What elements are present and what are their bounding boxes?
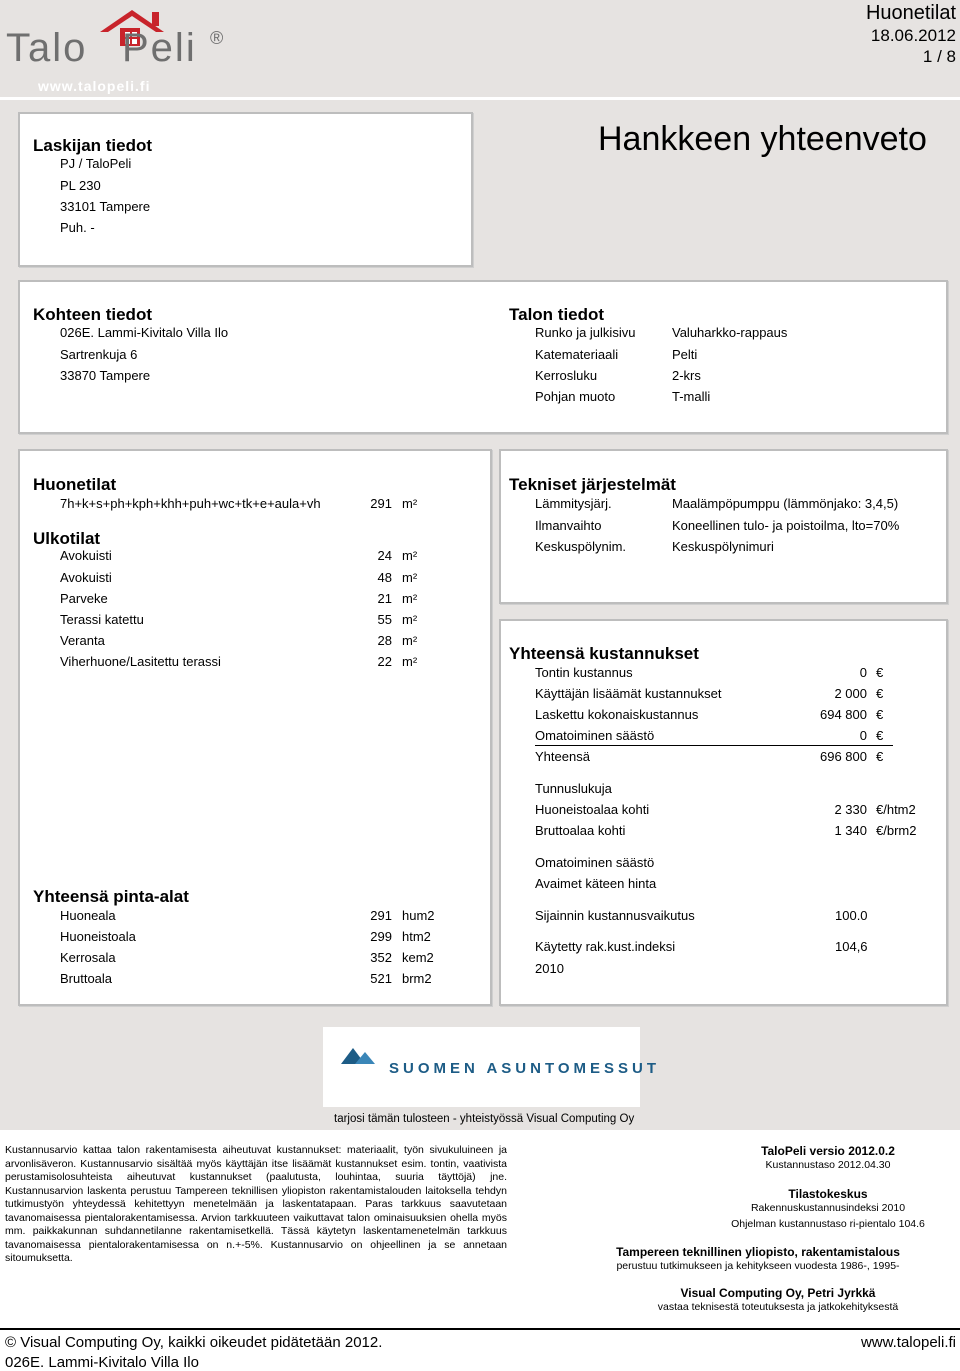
pinta-ala-label: Huoneala	[60, 908, 116, 923]
tunnusluku-label: Bruttoalaa kohti	[535, 823, 626, 838]
pinta-ala-label: Huoneistoala	[60, 929, 136, 944]
pinta-ala-label: Bruttoala	[60, 971, 113, 986]
talo-label: Kerrosluku	[535, 368, 598, 383]
kustannus-total-value: 696 800	[820, 749, 867, 764]
kustannukset-heading: Yhteensä kustannukset	[509, 644, 699, 663]
disclaimer-text: Kustannusarvio kattaa talon rakentamisesta aiheutuvat kustannukset: materiaalit, työn sivukuluineen ja arvonlisäveron. Kustannusarvio sisältää myös käyttäjän itse lisäämät kustannukset esim. tontin, vaativista perustamisolosuhteista aiheutuvat kustannukset (paalutusta, louhintaa, suuria täyttöjä) jne. Kustannusarvion laskenta perustuu Tampereen teknillisen yliopiston rakentamistalouden laitoksella tehdyn tutkimustyön yhteydessä kehitettyyn menetelmään ja laskentatapaan. Paras tarkkuus saavutetaan tavanomaisessa pientalorakentamisessa. Arvion tarkkuuteen vaikuttavat talon ominaisuuksien ohella myös mm. paikkakunnan suhdannetilanne rakentamisetkellä. Tässä käytetyn laskentamenetelmän tarkkuus tavanomaisessa pientalorakentamisessa on n.+-5%. Kustannusarvio on ohjeellinen ja se annetaan sitoumuksetta.	[5, 1144, 507, 1264]
tunnusluku-heading: Tunnuslukuja	[535, 781, 612, 796]
tekniset-value: Keskuspölynimuri	[672, 539, 774, 554]
pinta-ala-value: 299	[370, 929, 392, 944]
kohde-line: 33870 Tampere	[60, 368, 151, 383]
ulkotila-value: 22	[377, 654, 392, 669]
pinta-ala-unit: brm2	[402, 971, 432, 986]
omatoiminen-text: Omatoiminen säästö	[535, 855, 655, 870]
kustannukset-box	[499, 619, 948, 1006]
tekniset-label: Ilmanvaihto	[535, 518, 602, 533]
huonetilat-heading: Huonetilat	[33, 475, 117, 494]
ulkotila-label: Terassi katettu	[60, 612, 144, 627]
huonetilat-label: 7h+k+s+ph+kph+khh+puh+wc+tk+e+aula+vh	[60, 496, 321, 511]
tekniset-value: Maalämpöpumppu (lämmönjako: 3,4,5)	[672, 496, 899, 511]
logo-peli-text: Peli	[122, 26, 197, 70]
kustannus-value: 0	[859, 728, 867, 743]
talo-value: Pelti	[672, 347, 698, 362]
page-title: Hankkeen yhteenveto	[598, 120, 927, 158]
ulkotila-value: 24	[377, 548, 392, 563]
kustannus-value: 694 800	[820, 707, 867, 722]
ulkotila-unit: m²	[402, 591, 418, 606]
kustannus-total-label: Yhteensä	[535, 749, 590, 764]
euro-sign: €	[876, 665, 884, 680]
sponsor-caption: tarjosi tämän tulosteen - yhteistyössä Visual Computing Oy	[334, 1113, 635, 1125]
tunnusluku-value: 1 340	[834, 823, 867, 838]
ulkotila-label: Parveke	[60, 591, 108, 606]
ulkotila-label: Avokuisti	[60, 570, 112, 585]
ulkotila-value: 21	[377, 591, 392, 606]
laskija-line: 33101 Tampere	[60, 199, 151, 214]
sum-divider	[535, 745, 893, 746]
talo-value: T-malli	[672, 389, 711, 404]
euro-sign: €	[876, 707, 884, 722]
kohde-heading: Kohteen tiedot	[33, 305, 152, 324]
kustannus-value: 0	[859, 665, 867, 680]
laskija-line: Puh. -	[60, 220, 95, 235]
tekniset-label: Keskuspölynim.	[535, 539, 627, 554]
kohde-line: Sartrenkuja 6	[60, 347, 138, 362]
talo-value: Valuharkko-rappaus	[672, 325, 788, 340]
footer-project: 026E. Lammi-Kivitalo Villa Ilo	[5, 1354, 199, 1371]
tunnusluku-unit: €/brm2	[876, 823, 917, 838]
laskija-box	[18, 112, 473, 267]
ulkotila-unit: m²	[402, 633, 418, 648]
kohde-box	[18, 280, 948, 434]
talo-value: 2-krs	[672, 368, 701, 383]
tunnusluku-label: Huoneistoalaa kohti	[535, 802, 650, 817]
talo-heading: Talon tiedot	[509, 305, 605, 324]
asuntomessut-text: SUOMEN ASUNTOMESSUT	[389, 1060, 661, 1077]
sijainti-value: 100.0	[835, 908, 868, 923]
ulkotila-value: 48	[377, 570, 392, 585]
logo-website: www.talopeli.fi	[38, 78, 151, 94]
credit-line: vastaa teknisestä toteutuksesta ja jatkokehityksestä	[657, 1301, 899, 1313]
pinta-ala-value: 521	[370, 971, 392, 986]
ulkotila-unit: m²	[402, 548, 418, 563]
doc-type: Huonetilat	[865, 2, 956, 24]
indeksi-year: 2010	[535, 961, 564, 976]
kohde-line: 026E. Lammi-Kivitalo Villa Ilo	[60, 325, 229, 340]
pinta-ala-unit: kem2	[402, 950, 434, 965]
euro-sign: €	[876, 749, 884, 764]
footer-copyright: © Visual Computing Oy, kaikki oikeudet pidätetään 2012.	[5, 1334, 383, 1351]
pinta-ala-label: Kerrosala	[60, 950, 116, 965]
ulkotila-unit: m²	[402, 654, 418, 669]
indeksi-value: 104,6	[835, 939, 868, 954]
ulkotila-label: Viherhuone/Lasitettu terassi	[60, 654, 221, 669]
credit-line: Ohjelman kustannustaso ri-pientalo 104.6	[731, 1218, 925, 1230]
ulkotila-unit: m²	[402, 570, 418, 585]
pinta-ala-value: 352	[370, 950, 392, 965]
indeksi-label: Käytetty rak.kust.indeksi	[535, 939, 676, 954]
kustannus-label: Käyttäjän lisäämät kustannukset	[535, 686, 722, 701]
euro-sign: €	[876, 728, 884, 743]
talo-label: Pohjan muoto	[535, 389, 616, 404]
ulkotila-label: Avokuisti	[60, 548, 112, 563]
ulkotila-label: Veranta	[60, 633, 105, 648]
pinta-ala-value: 291	[370, 908, 392, 923]
ulkotila-unit: m²	[402, 612, 418, 627]
pinta-ala-unit: hum2	[402, 908, 435, 923]
kustannus-value: 2 000	[834, 686, 867, 701]
page-number: 1 / 8	[922, 47, 956, 66]
tilat-box	[18, 449, 492, 1006]
asuntomessut-mark-icon	[341, 1044, 375, 1066]
credit-line: Rakennuskustannusindeksi 2010	[750, 1202, 906, 1214]
tekniset-box	[499, 449, 948, 604]
sijainti-label: Sijainnin kustannusvaikutus	[535, 908, 695, 923]
ulkotilat-heading: Ulkotilat	[33, 529, 101, 548]
laskija-line: PJ / TaloPeli	[60, 156, 132, 171]
euro-sign: €	[876, 686, 884, 701]
huonetilat-value: 291	[370, 496, 392, 511]
talo-label: Runko ja julkisivu	[535, 325, 636, 340]
tekniset-value: Koneellinen tulo- ja poistoilma, lto=70%	[672, 518, 900, 533]
footer-divider	[0, 1328, 960, 1330]
credit-title: TaloPeli versio 2012.0.2	[761, 1144, 895, 1158]
kustannus-label: Tontin kustannus	[535, 665, 633, 680]
huonetilat-unit: m²	[402, 496, 418, 511]
credit-line: perustuu tutkimukseen ja kehitykseen vuodesta 1986-, 1995-	[616, 1260, 900, 1272]
credit-title: Tampereen teknillinen yliopisto, rakentamistalous	[616, 1245, 900, 1259]
kustannus-label: Omatoiminen säästö	[535, 728, 655, 743]
tekniset-label: Lämmitysjärj.	[535, 496, 612, 511]
credit-line: Kustannustaso 2012.04.30	[765, 1159, 891, 1171]
credit-title: Visual Computing Oy, Petri Jyrkkä	[680, 1286, 876, 1300]
asuntomessut-logo	[323, 1027, 661, 1107]
talopeli-logo	[4, 4, 239, 94]
logo-registered-mark: ®	[210, 28, 224, 48]
laskija-line: PL 230	[60, 178, 101, 193]
logo-talo-text: Talo	[6, 26, 88, 70]
pinta-alat-heading: Yhteensä pinta-alat	[33, 887, 189, 906]
talo-label: Katemateriaali	[535, 347, 619, 362]
tunnusluku-value: 2 330	[834, 802, 867, 817]
laskija-heading: Laskijan tiedot	[33, 136, 153, 155]
kustannus-label: Laskettu kokonaiskustannus	[535, 707, 699, 722]
credit-title: Tilastokeskus	[788, 1187, 868, 1201]
avaimet-text: Avaimet käteen hinta	[535, 876, 657, 891]
ulkotila-value: 28	[377, 633, 392, 648]
tekniset-heading: Tekniset järjestelmät	[509, 475, 676, 494]
ulkotila-value: 55	[377, 612, 392, 627]
tunnusluku-unit: €/htm2	[876, 802, 916, 817]
doc-date: 18.06.2012	[870, 26, 956, 45]
pinta-ala-unit: htm2	[402, 929, 431, 944]
footer-website[interactable]: www.talopeli.fi	[860, 1334, 956, 1351]
